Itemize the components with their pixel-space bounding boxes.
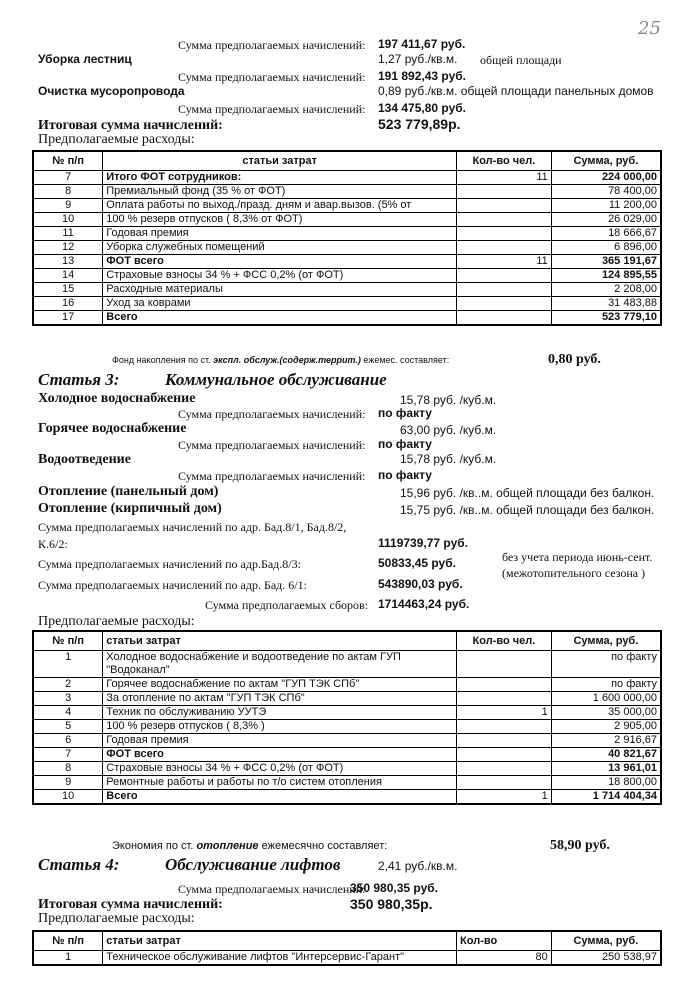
row-item [103, 283, 457, 297]
row-item-text: Горячее водоснабжение по актам "ГУП ТЭК СПб" [106, 678, 360, 690]
row-qty [457, 692, 552, 706]
table-row [33, 692, 661, 706]
row-sum: 250 538,97 [551, 951, 661, 966]
economy-value: 58,90 руб. [550, 838, 610, 853]
expenses-table-1 [32, 150, 662, 326]
row-item-text: Уборка служебных помещений [106, 241, 265, 253]
row-item-text: Техник по обслуживанию УУТЭ [106, 706, 267, 718]
sum-address-label: Сумма предполагаемых начислений по адр. Бад.8/1, Бад.8/2, [38, 520, 347, 534]
expenses-label: Предполагаемые расходы: [38, 614, 195, 629]
expenses-table-2 [32, 630, 662, 805]
col-header-item: статьи затрат [103, 151, 457, 171]
table-row [33, 678, 661, 692]
row-number: 8 [33, 185, 103, 199]
col-header-qty: Кол-во [457, 931, 552, 951]
stairs-rate: 1,27 руб./кв.м. [378, 52, 458, 66]
cold-water-title: Холодное водоснабжение [38, 391, 196, 406]
row-item-text-cont: "Водоканал" [106, 664, 170, 676]
row-qty [457, 678, 552, 692]
row-item [103, 297, 457, 311]
sum-address-label: Сумма предполагаемых начислений по адр.Бад.8/3: [38, 557, 301, 571]
row-sum: 13 961,01 [551, 762, 661, 776]
hot-water-rate: 63,00 руб. /куб.м. [400, 423, 497, 437]
row-qty: 11 [457, 255, 552, 269]
sum-label: Сумма предполагаемых начислений: [178, 407, 366, 421]
sum-label: Сумма предполагаемых начислений: [178, 882, 366, 896]
row-item-text: Ремонтные работы и работы по т/о систем отопления [106, 776, 382, 788]
total-value: 350 980,35р. [350, 896, 433, 912]
trash-rate: 0,89 руб./кв.м. общей площади панельных домов [378, 84, 654, 98]
total-value: 523 779,89р. [378, 116, 461, 132]
row-item [103, 185, 457, 199]
row-sum: 2 905,00 [551, 720, 661, 734]
fund-text-article: экспл. обслуж.(содерж.террит.) [213, 355, 361, 365]
row-item-text: Годовая премия [106, 734, 189, 746]
row-item-text: Всего [106, 790, 138, 802]
row-sum: 6 896,00 [551, 241, 661, 255]
row-sum: 31 483,88 [551, 297, 661, 311]
sum-address-value: 1119739,77 руб. [378, 536, 468, 550]
row-number: 11 [33, 227, 103, 241]
row-item-text: 100 % резерв отпусков ( 8,3% ) [106, 720, 265, 732]
sum-address-value: 50833,45 руб. [378, 556, 456, 570]
row-sum: по факту [551, 651, 661, 678]
row-qty [457, 720, 552, 734]
row-sum: 11 200,00 [551, 199, 661, 213]
sum-label: Сумма предполагаемых начислений: [178, 38, 366, 52]
row-item-text: 100 % резерв отпусков ( 8,3% от ФОТ) [106, 213, 303, 225]
table-row [33, 790, 661, 805]
heating-brick-title: Отопление (кирпичный дом) [38, 501, 222, 516]
sum-address-label: Сумма предполагаемых начислений по адр. Бад. 6/1: [38, 578, 307, 592]
row-item [103, 720, 457, 734]
row-sum: 1 600 000,00 [551, 692, 661, 706]
row-item [103, 790, 457, 805]
row-sum: 40 821,67 [551, 748, 661, 762]
row-sum: 35 000,00 [551, 706, 661, 720]
fund-line [112, 355, 449, 365]
table-row [33, 269, 661, 283]
col-header-number: № п/п [33, 931, 103, 951]
season-note-cont: (межотопительного сезона ) [502, 566, 646, 580]
heating-brick-rate: 15,75 руб. /кв..м. общей площади без балкон. [400, 503, 655, 517]
row-number: 6 [33, 734, 103, 748]
row-item [103, 255, 457, 269]
table-row [33, 297, 661, 311]
table-row [33, 651, 661, 678]
row-qty [457, 227, 552, 241]
row-qty [457, 213, 552, 227]
row-item-text: За отопление по актам "ГУП ТЭК СПб" [106, 692, 305, 704]
col-header-qty: Кол-во чел. [457, 151, 552, 171]
row-sum: по факту [551, 678, 661, 692]
row-item [103, 734, 457, 748]
table-row [33, 227, 661, 241]
table-row [33, 311, 661, 326]
row-qty [457, 269, 552, 283]
economy-text-suffix: ежемесячно составляет: [261, 840, 388, 852]
row-sum: 18 800,00 [551, 776, 661, 790]
hot-water-title: Горячее водоснабжение [38, 421, 187, 436]
col-header-number: № п/п [33, 631, 103, 651]
row-item [103, 692, 457, 706]
row-sum: 26 029,00 [551, 213, 661, 227]
sum-value: по факту [378, 437, 432, 451]
table-row [33, 748, 661, 762]
stairs-note: общей площади [480, 53, 562, 67]
sum-value: 197 411,67 руб. [378, 37, 466, 51]
table-row [33, 171, 661, 185]
total-label: Итоговая сумма начислений: [38, 897, 223, 912]
row-item-text: Годовая премия [106, 227, 189, 239]
row-qty [457, 776, 552, 790]
table-row [33, 706, 661, 720]
row-item [103, 706, 457, 720]
row-number: 7 [33, 171, 103, 185]
row-number: 9 [33, 199, 103, 213]
row-item-text: Итого ФОТ сотрудников: [106, 171, 242, 183]
row-qty: 11 [457, 171, 552, 185]
sum-value: 134 475,80 руб. [378, 101, 466, 115]
col-header-sum: Сумма, руб. [551, 931, 661, 951]
row-item-text: Холодное водоснабжение и водоотведение по актам ГУП [106, 651, 401, 663]
row-sum: 1 714 404,34 [551, 790, 661, 805]
row-qty [457, 748, 552, 762]
row-sum: 124 895,55 [551, 269, 661, 283]
row-sum: 78 400,00 [551, 185, 661, 199]
sum-label: Сумма предполагаемых начислений: [178, 70, 366, 84]
heating-panel-rate: 15,96 руб. /кв..м. общей площади без балкон. [400, 486, 655, 500]
row-qty [457, 311, 552, 326]
row-item [103, 199, 457, 213]
row-number: 15 [33, 283, 103, 297]
fund-text-suffix: ежемес. составляет: [363, 355, 450, 365]
season-note: без учета периода июнь-сент. [502, 550, 653, 564]
row-qty [457, 734, 552, 748]
row-item-text: Оплата работы по выход./празд. дням и авар.вызов. (5% от [106, 199, 412, 211]
row-sum: 18 666,67 [551, 227, 661, 241]
row-qty [457, 651, 552, 678]
col-header-sum: Сумма, руб. [551, 631, 661, 651]
economy-text-article: отопление [196, 840, 259, 852]
row-number: 8 [33, 762, 103, 776]
row-number: 12 [33, 241, 103, 255]
row-item [103, 213, 457, 227]
stairs-title: Уборка лестниц [38, 52, 132, 66]
article4-number: Статья 4: [38, 855, 120, 874]
row-item [103, 748, 457, 762]
row-number: 4 [33, 706, 103, 720]
cold-water-rate: 15,78 руб. /куб.м. [400, 393, 497, 407]
table-row [33, 734, 661, 748]
row-number: 1 [33, 651, 103, 678]
row-sum: 224 000,00 [551, 171, 661, 185]
col-header-qty: Кол-во чел. [457, 631, 552, 651]
row-qty: 1 [457, 790, 552, 805]
row-number: 2 [33, 678, 103, 692]
row-item-text: Уход за коврами [106, 297, 191, 309]
row-number: 14 [33, 269, 103, 283]
row-qty [457, 297, 552, 311]
row-qty [457, 762, 552, 776]
row-number: 7 [33, 748, 103, 762]
table-row [33, 776, 661, 790]
row-qty: 80 [457, 951, 552, 966]
row-item-text: ФОТ всего [106, 748, 164, 760]
row-item [103, 171, 457, 185]
expenses-label: Предполагаемые расходы: [38, 132, 195, 147]
row-item [103, 776, 457, 790]
row-item [103, 241, 457, 255]
row-number: 16 [33, 297, 103, 311]
col-header-number: № п/п [33, 151, 103, 171]
sum-total-label: Сумма предполагаемых сборов: [205, 598, 369, 612]
row-item-text: ФОТ всего [106, 255, 164, 267]
table-row [33, 283, 661, 297]
col-header-item: статьи затрат [103, 931, 457, 951]
row-item-text: Всего [106, 311, 138, 323]
sum-address-label-cont: К.6/2: [38, 537, 68, 551]
expenses-label: Предполагаемые расходы: [38, 911, 195, 926]
row-qty [457, 283, 552, 297]
table-row [33, 241, 661, 255]
row-number: 5 [33, 720, 103, 734]
row-number: 10 [33, 213, 103, 227]
row-item [103, 951, 457, 966]
row-number: 10 [33, 790, 103, 805]
fund-value: 0,80 руб. [548, 352, 601, 367]
article3-title: Коммунальное обслуживание [165, 370, 387, 389]
row-number: 9 [33, 776, 103, 790]
row-item-text: Расходные материалы [106, 283, 223, 295]
sum-value: 191 892,43 руб. [378, 69, 466, 83]
article3-number: Статья 3: [38, 370, 120, 389]
col-header-item: статьи затрат [103, 631, 457, 651]
row-item [103, 227, 457, 241]
row-number: 13 [33, 255, 103, 269]
row-item-text: Премиальный фонд (35 % от ФОТ) [106, 185, 286, 197]
sum-value: по факту [378, 468, 432, 482]
table-row [33, 213, 661, 227]
row-sum: 365 191,67 [551, 255, 661, 269]
sum-value: 350 980,35 руб. [350, 881, 438, 895]
sum-value: по факту [378, 406, 432, 420]
economy-line [112, 840, 387, 852]
expenses-table-3 [32, 930, 662, 966]
sum-label: Сумма предполагаемых начислений: [178, 102, 366, 116]
row-number: 1 [33, 951, 103, 966]
table-row [33, 720, 661, 734]
row-item [103, 678, 457, 692]
row-qty [457, 241, 552, 255]
table-row [33, 951, 661, 966]
row-sum: 2 208,00 [551, 283, 661, 297]
heating-panel-title: Отопление (панельный дом) [38, 484, 219, 499]
row-qty: 1 [457, 706, 552, 720]
table-row [33, 762, 661, 776]
row-qty [457, 185, 552, 199]
row-item-text: Страховые взносы 34 % + ФСС 0,2% (от ФОТ) [106, 269, 344, 281]
col-header-sum: Сумма, руб. [551, 151, 661, 171]
fund-text-prefix: Фонд накопления по ст. [112, 355, 211, 365]
trash-title: Очистка мусоропровода [38, 84, 185, 98]
row-qty [457, 199, 552, 213]
row-item-text: Страховые взносы 34 % + ФСС 0,2% (от ФОТ) [106, 762, 344, 774]
row-sum: 2 916,67 [551, 734, 661, 748]
sum-total-value: 1714463,24 руб. [378, 597, 470, 611]
row-item-text: Техническое обслуживание лифтов "Интерсервис-Гарант" [106, 951, 405, 963]
sum-label: Сумма предполагаемых начислений: [178, 438, 366, 452]
sum-label: Сумма предполагаемых начислений: [178, 469, 366, 483]
table-row [33, 199, 661, 213]
row-number: 17 [33, 311, 103, 326]
drain-rate: 15,78 руб. /куб.м. [400, 452, 497, 466]
table-row [33, 185, 661, 199]
article4-rate: 2,41 руб./кв.м. [378, 859, 458, 873]
sum-address-value: 543890,03 руб. [378, 577, 463, 591]
row-item [103, 762, 457, 776]
row-item [103, 651, 457, 678]
total-label: Итоговая сумма начислений: [38, 118, 223, 133]
article4-title: Обслуживание лифтов [165, 855, 341, 874]
row-item [103, 269, 457, 283]
row-item [103, 311, 457, 326]
row-sum: 523 779,10 [551, 311, 661, 326]
economy-text-prefix: Экономия по ст. [112, 840, 194, 852]
page-number-mark: 25 [638, 18, 661, 39]
table-row [33, 255, 661, 269]
row-number: 3 [33, 692, 103, 706]
drain-title: Водоотведение [38, 452, 131, 467]
